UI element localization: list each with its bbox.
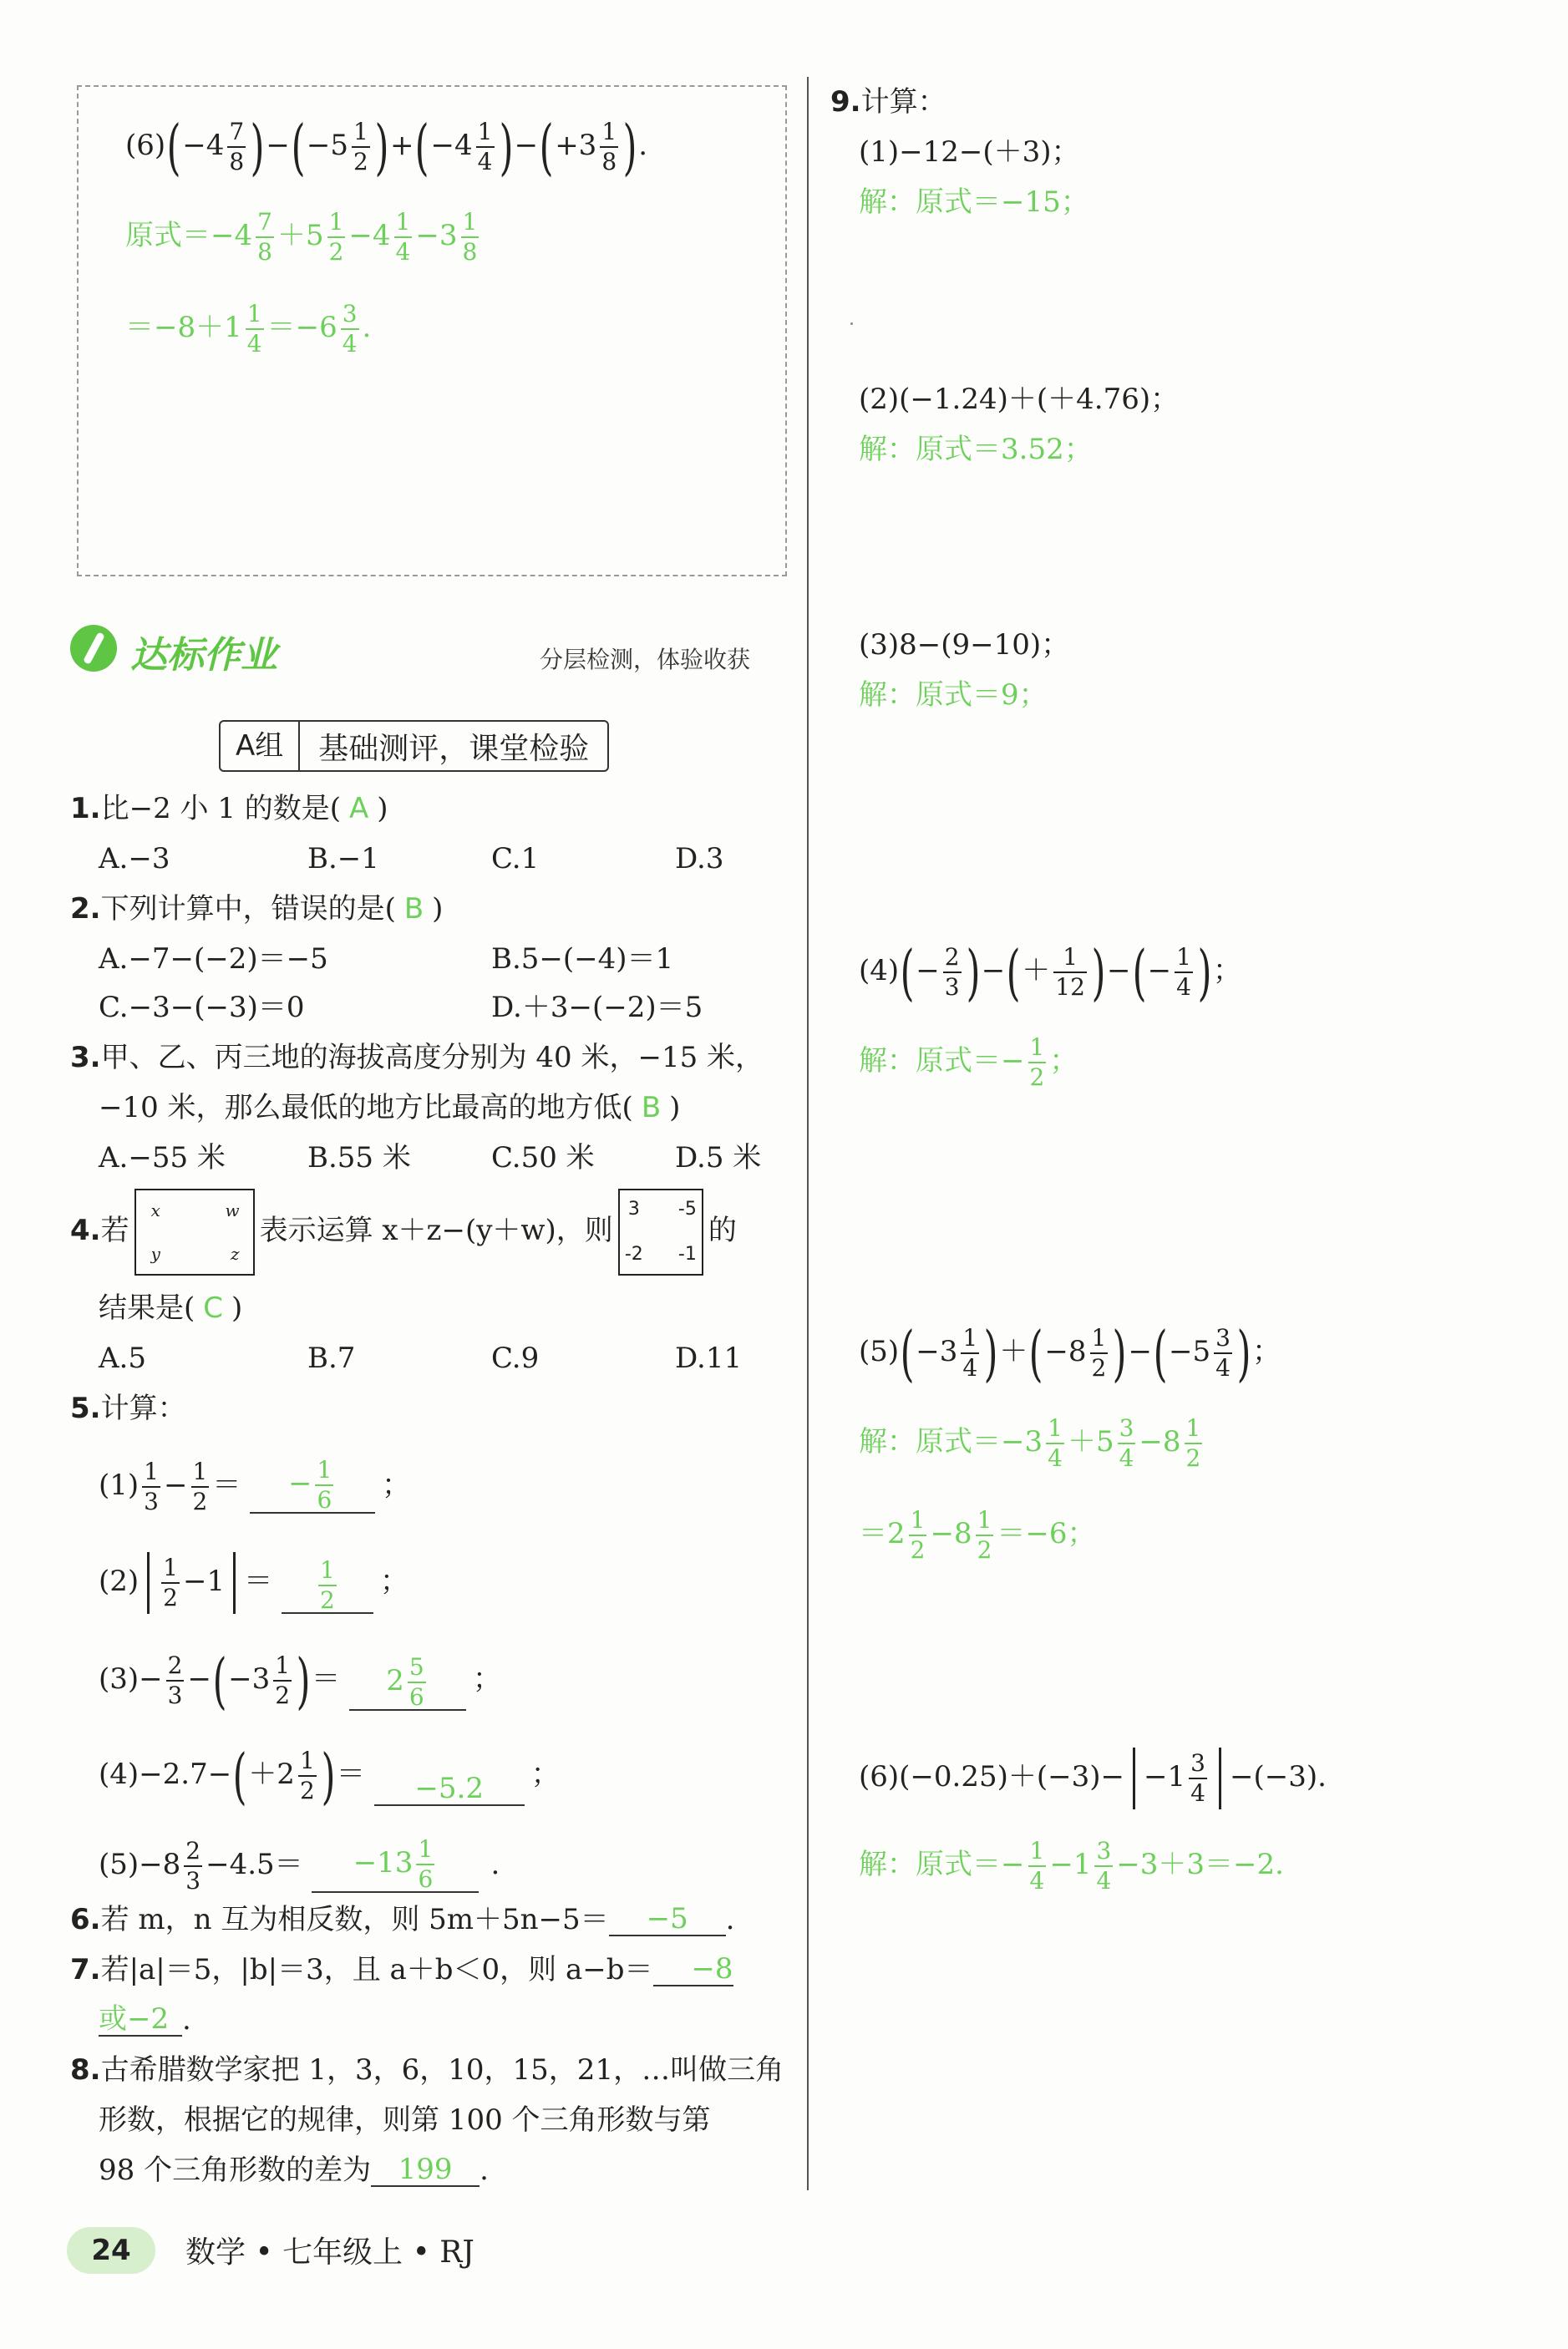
q1-option-a: A.−3 [99,842,170,875]
q9-part2-answer: 解：原式＝3.52； [859,433,1093,466]
q5-part1-answer-blank: − $\frac{1}{6}$ [250,1459,375,1514]
example-answer-line1: 原式＝−4 $\frac{7}{8}$ ＋5 $\frac{1}{2}$ −4 $\frac{1}{4}$ −3 $\frac{1}{8}$ [125,208,478,266]
q1-option-c: C.1 [491,842,540,875]
question-8-line2: 形数，根据它的规律，则第 100 个三角形数与第 [99,2103,711,2137]
section-title: 达标作业 [130,634,277,677]
q2-option-d: D.＋3−(−2)＝5 [491,991,703,1024]
q9-part6-answer: 解：原式＝− $\frac{1}{4}$ −1 $\frac{3}{4}$ −3＋3＝−2. [859,1837,1284,1895]
q7-answer-blank2: 或−2 [99,2004,182,2037]
q5-part5: (5)−8 $\frac{2}{3}$ −4.5＝ −13 $\frac{1}{6}$ . [99,1835,500,1895]
q9-part6-question: (6)(−0.25)＋(−3)− −1 $\frac{3}{4}$ −(−3). [859,1748,1327,1809]
question-7-line1: 7.若|a|＝5，|b|＝3，且 a＋b＜0，则 a−b＝ −8 [70,1951,733,1986]
q9-part3-question: (3)8−(9−10)； [859,628,1070,662]
question-3-line2: −10 米，那么最低的地方比最高的地方低( B ) [99,1091,681,1124]
q1-answer: A [349,792,369,825]
question-5-title: 5.计算： [70,1392,186,1425]
q4-option-c: C.9 [491,1342,540,1375]
q5-part3: (3)− $\frac{2}{3}$ −(−3 $\frac{1}{2}$ )＝ 2 $\frac{5}{6}$ ； [99,1646,501,1716]
q5-part1: (1) $\frac{1}{3}$ − $\frac{1}{2}$ ＝ − $\frac{1}{6}$ ； [99,1456,411,1515]
question-4-line2: 结果是( C ) [99,1291,243,1325]
group-title: 基础测评，课堂检验 [318,731,590,766]
q4-option-b: B.7 [307,1342,356,1375]
q4-option-d: D.11 [675,1342,743,1375]
stray-dot [850,322,853,325]
example-q6: (6)(−4 $\frac{7}{8}$ )−(−5 $\frac{1}{2}$ )+(−4 $\frac{1}{4}$ )−(+3 $\frac{1}{8}$ ). [125,112,648,182]
operation-grid-values: 3 -5 -2 -1 [618,1189,703,1276]
question-9-title: 9.计算： [830,85,946,119]
footer-book-title: 数学 • 七年级上 • RJ [185,2235,474,2270]
group-label-box [219,720,609,772]
q9-part4-answer: 解：原式＝− $\frac{1}{2}$ ； [859,1033,1078,1091]
q5-part5-answer-blank: −13 $\frac{1}{6}$ [312,1838,479,1893]
q7-answer-blank1: −8 [653,1954,733,1986]
question-4-line1: 4.若 x w y z 表示运算 x＋z−(y＋w)，则 3 -5 -2 -1 的 [70,1186,737,1276]
q3-option-c: C.50 米 [491,1141,595,1174]
operation-grid-symbol: x w y z [134,1189,255,1276]
q9-part1-answer: 解：原式＝−15； [859,185,1089,219]
q3-option-a: A.−55 米 [99,1141,226,1174]
question-7-line2: 或−2 . [99,2001,191,2037]
question-8-line1: 8.古希腊数学家把 1，3，6，10，15，21，…叫做三角 [70,2053,784,2087]
question-8-line3: 98 个三角形数的差为 199 . [99,2152,489,2187]
q2-option-a: A.−7−(−2)＝−5 [99,942,328,976]
q9-part5-question: (5)(−3 $\frac{1}{4}$ )＋(−8 $\frac{1}{2}$ )−(−5 $\frac{3}{4}$ )； [859,1318,1281,1388]
q3-option-d: D.5 米 [675,1141,762,1174]
q5-part4-answer-blank: −5.2 [374,1773,525,1806]
q9-part4-question: (4)(− $\frac{2}{3}$ )−(＋ $\frac{1}{12}$ )−(− $\frac{1}{4}$ )； [859,937,1242,1007]
question-2: 2.下列计算中，错误的是( B ) [70,892,444,926]
question-3-line1: 3.甲、乙、丙三地的海拔高度分别为 40 米，−15 米， [70,1041,764,1074]
question-6: 6.若 m，n 互为相反数，则 5m＋5n−5＝ −5 . [70,1901,735,1936]
question-1: 1.比−2 小 1 的数是( A ) [70,792,388,825]
example-answer-line2: ＝−8＋1 $\frac{1}{4}$ ＝−6 $\frac{3}{4}$ . [125,300,372,358]
q3-answer: B [641,1091,662,1124]
q9-part2-question: (2)(−1.24)＋(＋4.76)； [859,383,1180,416]
q9-part5-answer-line1: 解：原式＝−3 $\frac{1}{4}$ ＋5 $\frac{3}{4}$ −8 $\frac{1}{2}$ [859,1414,1201,1472]
page-number: 24 [67,2227,155,2274]
q1-option-d: D.3 [675,842,724,875]
group-label: A组 [221,722,300,770]
q2-answer: B [403,892,424,926]
q2-option-c: C.−3−(−3)＝0 [99,991,305,1024]
q2-option-b: B.5−(−4)＝1 [491,942,674,976]
q3-option-b: B.55 米 [307,1141,411,1174]
q6-answer-blank: −5 [609,1904,726,1936]
q4-option-a: A.5 [99,1342,146,1375]
q5-part2: (2) $\frac{1}{2}$ −1 ＝ $\frac{1}{2}$ ； [99,1554,408,1614]
q4-answer: C [203,1291,224,1325]
q5-part4: (4)−2.7−(＋2 $\frac{1}{2}$ )＝ −5.2 ； [99,1741,560,1811]
column-divider [807,77,809,2190]
q5-part3-answer-blank: 2 $\frac{5}{6}$ [349,1656,466,1711]
q9-part1-question: (1)−12−(＋3)； [859,135,1080,169]
q9-part3-answer: 解：原式＝9； [859,678,1048,712]
q9-part5-answer-line2: ＝2 $\frac{1}{2}$ −8 $\frac{1}{2}$ ＝−6； [859,1506,1096,1564]
section-subtitle: 分层检测，体验收获 [540,646,751,673]
pencil-badge-icon [70,625,117,672]
q5-part2-answer-blank: $\frac{1}{2}$ [282,1559,373,1614]
q8-answer-blank: 199 [371,2154,480,2187]
q1-option-b: B.−1 [307,842,379,875]
